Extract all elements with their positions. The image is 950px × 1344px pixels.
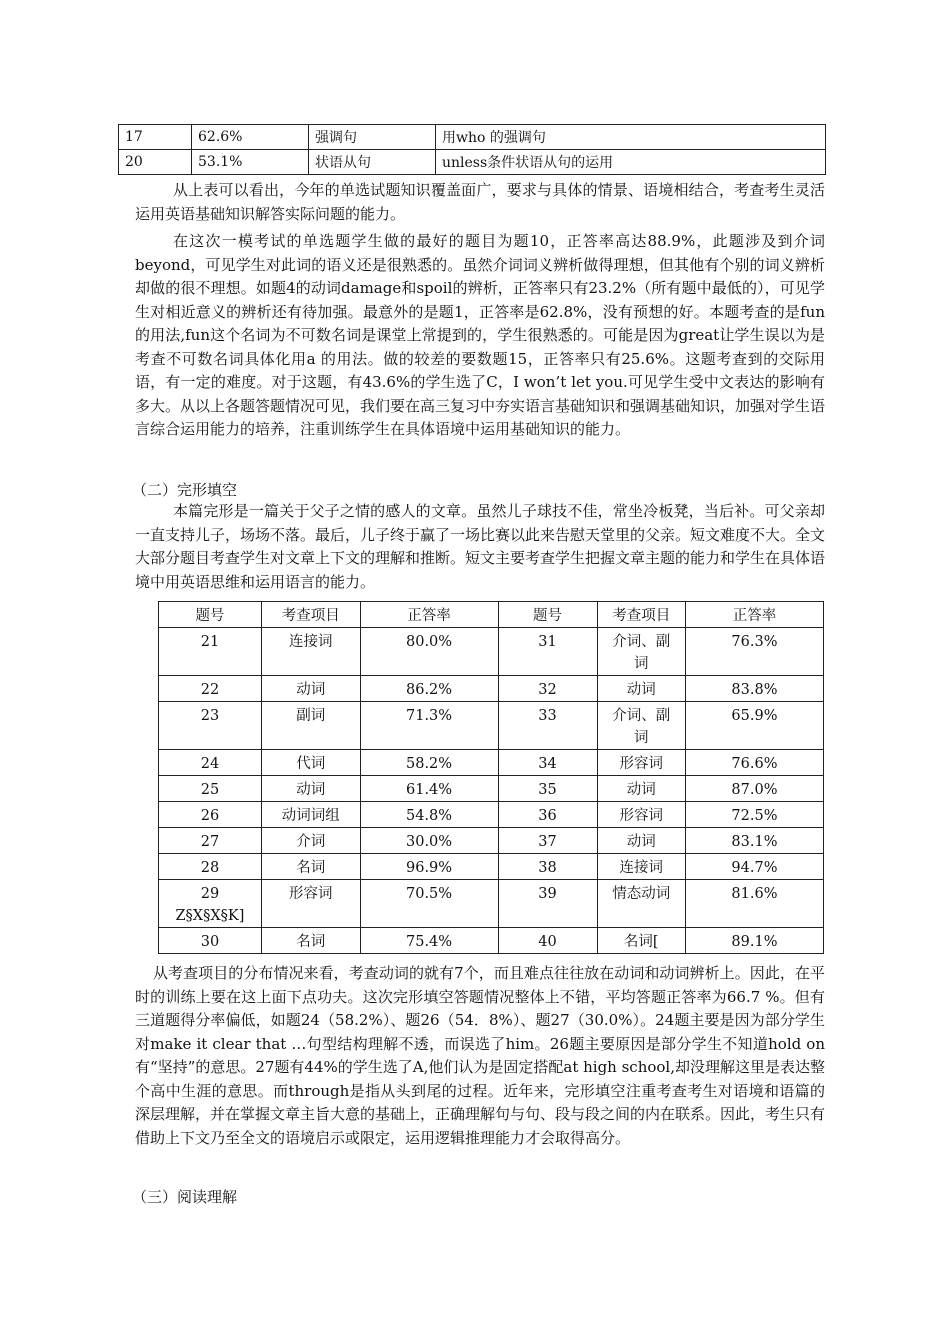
table-cell: 动词 [597,676,685,702]
table-row [159,628,824,676]
single-choice-table [118,124,826,175]
table-cell: 34 [498,750,597,776]
table-cell: 名词 [261,928,360,954]
cloze-results-table [158,601,824,954]
table-cell: 动词 [261,776,360,802]
table-cell: 21 [159,628,262,676]
table-cell: 33 [498,702,597,750]
table-cell: 94.7% [685,854,823,880]
table-cell: 86.2% [360,676,498,702]
table-cell: 76.6% [685,750,823,776]
table-cell: 动词 [261,676,360,702]
table-cell: 72.5% [685,802,823,828]
table-row [119,125,826,150]
table-cell: 96.9% [360,854,498,880]
table-cell: 30.0% [360,828,498,854]
column-header: 正答率 [685,602,823,628]
column-header: 正答率 [360,602,498,628]
table-cell: 22 [159,676,262,702]
table-cell: 动词词组 [261,802,360,828]
table-cell: 介词 [261,828,360,854]
section-heading-cloze: （二）完形填空 [132,481,238,499]
cloze-intro-paragraph: 本篇完形是一篇关于父子之情的感人的文章。虽然儿子球技不佳，常坐冷板凳，当后补。可父亲却一直支持儿子，场场不落。最后，儿子终于赢了一场比赛以此来告慰天堂里的父亲。短文难度不大。全文大部分题目考查学生对文章上下文的理解和推断。短文主要考查学生把握文章主题的能力和学生在具体语境中用英语思维和运用语言的能力。 [135,502,826,591]
table-cell: 54.8% [360,802,498,828]
table-cell: 89.1% [685,928,823,954]
table-row [119,150,826,175]
analysis-paragraph: 在这次一模考试的单选题学生做的最好的题目为题10，正答率高达88.9%，此题涉及到介词beyond，可见学生对此词的语义还是很熟悉的。虽然介词词义辨析做得理想，但其他有个别的词义辨析却做的很不理想。如题4的动词damage和spoil的辨析，正答率只有23.2%（所有题中最低的），可见学生对相近意义的辨析还有待加强。最意外的是题1，正答率是62.8%，没有预想的好。本题考查的是fun的用法,fun这个名词为不可数名词是课堂上常提到的，学生很熟悉的。可能是因为great让学生误以为是考查不可数名词具体化用a 的用法。做的较差的要数题15，正答率只有25.6%。这题考查到的交际用语，有一定的难度。对于这题，有43.6%的学生选了C，I won’t let you.可见学生受中文表达的影响有多大。从以上各题答题情况可见，我们要在高三复习中夯实语言基础知识和强调基础知识，加强对学生语言综合运用能力的培养，注重训练学生在具体语境中运用基础知识的能力。 [135,232,826,438]
table-row [159,854,824,880]
section-heading-reading: （三）阅读理解 [132,1188,238,1206]
table-row [159,750,824,776]
table-cell: 32 [498,676,597,702]
table-row [159,802,824,828]
table-cell: 71.3% [360,702,498,750]
table-row [159,880,824,928]
table-cell: 81.6% [685,880,823,928]
table-cell: 61.4% [360,776,498,802]
table-cell: 情态动词 [597,880,685,928]
cloze-analysis-paragraph: 从考查项目的分布情况来看，考查动词的就有7个，而且难点往往放在动词和动词辨析上。因此，在平时的训练上要在这上面下点功夫。这次完形填空答题情况整体上不错，平均答题正答率为66.7 %。但有三道题得分率偏低，如题24（58.2%）、题26（54．8%）、题27（30.0%）。24题主要是因为部分学生对make it clear that …句型结构理解不透，而误选了him。26题主要原因是部分学生不知道hold on有“坚持”的意思。27题有44%的学生选了A,他们认为是固定搭配at high school,却没理解这里是表达整个高中生涯的意思。而through是指从头到尾的过程。近年来，完形填空注重考查考生对语境和语篇的深层理解，并在掌握文章主旨大意的基础上，正确理解句与句、段与段之间的内在联系。因此，考生只有借助上下文乃至全文的语境启示或限定，运用逻辑推理能力才会取得高分。 [135,964,826,1147]
table-cell: 20 [119,150,192,175]
table-cell: 17 [119,125,192,150]
table-cell: 31 [498,628,597,676]
table-row [159,702,824,750]
table-cell: 80.0% [360,628,498,676]
table-cell: 代词 [261,750,360,776]
table-cell: 形容词 [261,880,360,928]
table-cell: 65.9% [685,702,823,750]
table-cell: 58.2% [360,750,498,776]
column-header: 题号 [159,602,262,628]
table-cell: 39 [498,880,597,928]
table-cell: 76.3% [685,628,823,676]
table-cell: 强调句 [309,125,436,150]
table-cell: 35 [498,776,597,802]
table-cell: 介词、副词 [597,702,685,750]
table-cell: 动词 [597,776,685,802]
table-row [159,928,824,954]
question-number: 29 [200,886,220,902]
table-cell: 用who 的强调句 [436,125,826,150]
table-cell: 动词 [597,828,685,854]
column-header: 考查项目 [597,602,685,628]
table-cell: 连接词 [261,628,360,676]
table-cell: 名词[ [597,928,685,954]
table-cell: 名词 [261,854,360,880]
table-cell: 27 [159,828,262,854]
table-cell: 87.0% [685,776,823,802]
table-header-row [159,602,824,628]
table-cell: 83.1% [685,828,823,854]
table-cell: 36 [498,802,597,828]
table-row [159,676,824,702]
table-cell: 30 [159,928,262,954]
table-cell: 23 [159,702,262,750]
table-cell: 40 [498,928,597,954]
table-cell: 62.6% [192,125,309,150]
table-cell: 37 [498,828,597,854]
table-row [159,776,824,802]
table-row [159,828,824,854]
table-cell: 70.5% [360,880,498,928]
table-cell: 连接词 [597,854,685,880]
source-watermark-text: Z§X§X§K] [175,908,245,924]
table-cell: 副词 [261,702,360,750]
table-cell: unless条件状语从句的运用 [436,150,826,175]
column-header: 考查项目 [261,602,360,628]
table-cell: 24 [159,750,262,776]
table-cell: 26 [159,802,262,828]
table-cell: 28 [159,854,262,880]
table-cell [159,880,262,928]
column-header: 题号 [498,602,597,628]
table-cell: 38 [498,854,597,880]
table-cell: 状语从句 [309,150,436,175]
summary-paragraph: 从上表可以看出，今年的单选试题知识覆盖面广，要求与具体的情景、语境相结合，考查考生灵活运用英语基础知识解答实际问题的能力。 [135,181,825,223]
table-cell: 25 [159,776,262,802]
table-cell: 53.1% [192,150,309,175]
table-cell: 形容词 [597,802,685,828]
table-cell: 形容词 [597,750,685,776]
table-cell: 83.8% [685,676,823,702]
table-cell: 75.4% [360,928,498,954]
table-cell: 介词、副词 [597,628,685,676]
